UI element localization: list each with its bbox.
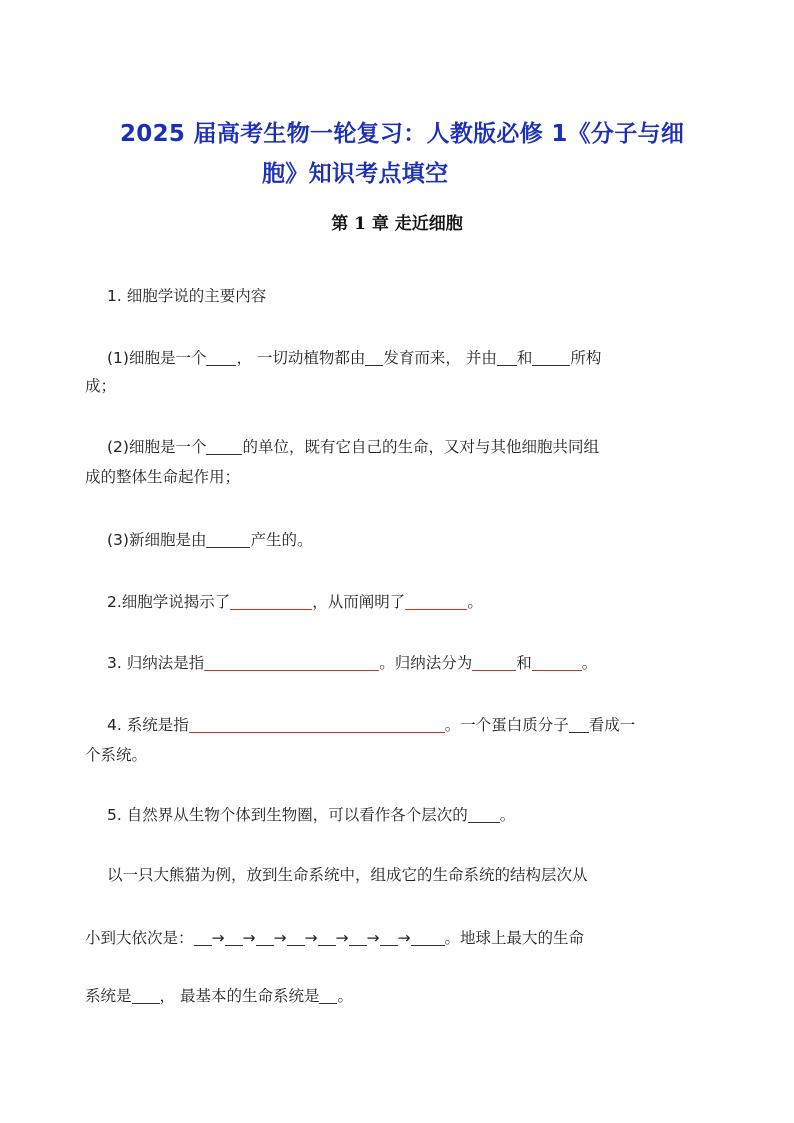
blank[interactable] (194, 927, 212, 946)
blank[interactable] (472, 652, 516, 671)
blank[interactable] (365, 347, 383, 366)
text: 发育而来， 并由 (383, 349, 497, 367)
text: 5. 自然界从生物个体到生物圈，可以看作各个层次的 (107, 806, 468, 824)
question-1-1 (85, 345, 727, 371)
text: ，从而阐明了 (312, 593, 406, 611)
question-2 (85, 589, 727, 615)
arrow-icon: → (273, 929, 287, 947)
document-title-line-1: 2025 届高考生物一轮复习：人教版必修 1《分子与细 (120, 121, 685, 147)
text: 的单位，既有它自己的生命，又对与其他细胞共同组 (242, 438, 599, 456)
arrow-icon: → (242, 929, 256, 947)
blank[interactable] (405, 591, 467, 610)
arrow-icon: → (335, 929, 349, 947)
blank[interactable] (287, 927, 305, 946)
document-title-line-2: 胞》知识考点填空 (262, 161, 449, 187)
text: 成； (85, 377, 117, 395)
text: (2)细胞是一个 (107, 438, 207, 456)
question-1-3 (85, 527, 727, 553)
text: ， 一切动植物都由 (236, 349, 366, 367)
text: 小到大依次是： (85, 929, 194, 947)
text: 个系统。 (85, 746, 148, 764)
blank[interactable] (532, 652, 582, 671)
blank[interactable] (532, 347, 570, 366)
blank[interactable] (206, 436, 242, 455)
text: 。 (337, 987, 353, 1005)
question-1-text: 1. 细胞学说的主要内容 (107, 287, 267, 305)
text: (3)新细胞是由 (107, 531, 207, 549)
text: 以一只大熊猫为例，放到生命系统中，组成它的生命系统的结构层次从 (107, 866, 588, 884)
question-5-levels (85, 925, 705, 951)
text: 系统是 (85, 987, 132, 1005)
blank[interactable] (497, 347, 517, 366)
text: ， 最基本的生命系统是 (159, 987, 320, 1005)
blank[interactable] (225, 927, 243, 946)
blank[interactable] (349, 927, 367, 946)
text: 4. 系统是指 (107, 716, 189, 734)
text: 成的整体生命起作用； (85, 468, 241, 486)
blank[interactable] (318, 927, 336, 946)
text: 。 (499, 806, 516, 824)
blank[interactable] (256, 927, 274, 946)
text: 。 (581, 654, 598, 672)
question-5 (85, 802, 727, 828)
blank[interactable] (380, 927, 398, 946)
question-5-final (85, 983, 705, 1009)
text: 2.细胞学说揭示了 (107, 593, 231, 611)
question-4 (85, 712, 727, 738)
blank[interactable] (468, 804, 500, 823)
question-1-2-cont (85, 464, 705, 490)
arrow-icon: → (211, 929, 225, 947)
blank[interactable] (319, 985, 337, 1004)
blank[interactable] (569, 714, 589, 733)
text: 和 (516, 349, 533, 367)
blank[interactable] (206, 529, 250, 548)
question-1-heading (85, 283, 727, 309)
arrow-icon: → (304, 929, 318, 947)
blank[interactable] (132, 985, 160, 1004)
blank[interactable] (230, 591, 312, 610)
text: 3. 归纳法是指 (107, 654, 205, 672)
blank[interactable] (411, 927, 445, 946)
blank[interactable] (204, 652, 379, 671)
text: 。 (467, 593, 483, 611)
text: (1)细胞是一个 (107, 349, 207, 367)
question-1-2 (85, 434, 727, 460)
question-5-panda (85, 862, 727, 888)
arrow-icon: → (397, 929, 411, 947)
question-1-1-cont (85, 373, 705, 399)
text: 。一个蛋白质分子 (444, 716, 569, 734)
text: 产生的。 (250, 531, 313, 549)
text: 和 (516, 654, 532, 672)
text: 所构 (570, 349, 602, 367)
question-4-cont (85, 742, 705, 768)
question-3 (85, 650, 727, 676)
chapter-heading: 第 1 章 走近细胞 (331, 214, 463, 234)
text: 。归纳法分为 (379, 654, 473, 672)
text: 看成一 (588, 716, 636, 734)
blank[interactable] (189, 714, 445, 733)
blank[interactable] (206, 347, 236, 366)
text: 。地球上最大的生命 (444, 929, 585, 947)
arrow-icon: → (366, 929, 380, 947)
